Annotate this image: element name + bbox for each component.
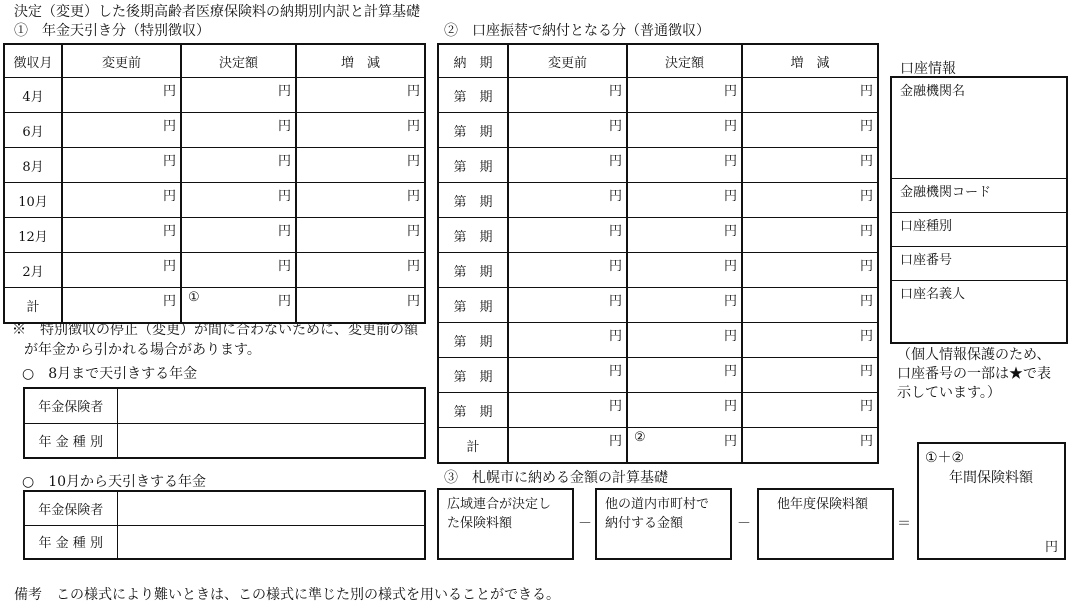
box1-line2: た保険料額	[447, 516, 513, 531]
total-decided-cell	[627, 428, 742, 464]
total-label: 計	[438, 428, 508, 464]
row-label: 12月	[4, 218, 62, 253]
bank-code-field: 金融機関コード	[891, 178, 1067, 212]
yen-cell: 円	[62, 253, 181, 288]
minus-sign-1: －	[578, 516, 592, 532]
total-label: 計	[4, 288, 62, 324]
yen-cell: 円	[508, 78, 627, 113]
pension-aug-table	[23, 387, 426, 459]
pension-oct-title: ○ 10月から天引きする年金	[22, 474, 207, 490]
row-label: 第 期	[438, 323, 508, 358]
pension-type-value	[117, 525, 425, 559]
annual-premium-box	[917, 442, 1066, 560]
yen-cell: 円	[627, 183, 742, 218]
result-yen: 円	[1044, 540, 1058, 555]
header-month: 徴収月	[4, 44, 62, 78]
wide-area-premium-box	[437, 488, 574, 560]
table-row	[438, 393, 878, 428]
yen-cell: 円	[742, 183, 878, 218]
yen-cell: 円	[181, 218, 296, 253]
yen-cell: 円	[742, 288, 878, 323]
circle-two-mark: ②	[634, 430, 646, 445]
note-line1: ※ 特別徴収の停止（変更）が間に合わないために、変更前の額	[12, 322, 418, 338]
box1-line1: 広域連合が決定し	[447, 497, 552, 512]
header-diff: 増 減	[742, 44, 878, 78]
yen-cell: 円	[296, 288, 425, 324]
yen-cell: 円	[508, 183, 627, 218]
yen-cell: 円	[627, 113, 742, 148]
yen-cell: 円	[627, 218, 742, 253]
yen-cell: 円	[296, 78, 425, 113]
pension-type-value	[117, 423, 425, 458]
yen-cell: 円	[62, 183, 181, 218]
yen-cell: 円	[508, 393, 627, 428]
yen-cell: 円	[181, 148, 296, 183]
pension-type-label: 年 金 種 別	[24, 525, 117, 559]
total-row	[438, 428, 878, 464]
table-row	[438, 358, 878, 393]
section2-title: ② 口座振替で納付となる分（普通徴収）	[444, 23, 710, 39]
yen-cell: 円	[508, 253, 627, 288]
yen-cell: 円	[742, 78, 878, 113]
header-decided: 決定額	[627, 44, 742, 78]
pension-insurer-value	[117, 388, 425, 423]
footer-note: 備考 この様式により難いときは、この様式に準じた別の様式を用いることができる。	[14, 587, 560, 603]
special-collection-table	[3, 43, 426, 324]
yen-cell: 円	[508, 428, 627, 464]
row-label: 第 期	[438, 183, 508, 218]
yen-cell: 円	[742, 148, 878, 183]
account-holder-field: 口座名義人	[891, 280, 1067, 343]
table-row	[4, 113, 425, 148]
table-row	[4, 78, 425, 113]
yen-cell: 円	[508, 288, 627, 323]
total-row	[4, 288, 425, 324]
yen-cell: 円	[742, 218, 878, 253]
result-formula: ①＋②	[925, 450, 965, 466]
yen-cell: 円	[296, 148, 425, 183]
other-municipality-box	[595, 488, 732, 560]
row-label: 第 期	[438, 288, 508, 323]
pension-type-label: 年 金 種 別	[24, 423, 117, 458]
table-row	[4, 148, 425, 183]
table-row	[438, 288, 878, 323]
table-header-row	[438, 44, 878, 78]
yen-cell: 円	[627, 78, 742, 113]
header-decided: 決定額	[181, 44, 296, 78]
table-row	[438, 253, 878, 288]
yen-cell: 円	[627, 253, 742, 288]
yen-cell: 円	[62, 148, 181, 183]
table-row	[438, 148, 878, 183]
yen-cell: 円	[742, 323, 878, 358]
yen-cell: 円	[62, 288, 181, 324]
yen-cell: 円	[627, 393, 742, 428]
row-label: 第 期	[438, 78, 508, 113]
row-label: 第 期	[438, 253, 508, 288]
yen-cell: 円	[181, 253, 296, 288]
table-header-row	[4, 44, 425, 78]
yen-cell: 円	[742, 358, 878, 393]
row-label: 8月	[4, 148, 62, 183]
row-label: 第 期	[438, 218, 508, 253]
account-title: 口座情報	[900, 61, 956, 77]
yen-cell: 円	[62, 113, 181, 148]
yen-cell: 円	[296, 113, 425, 148]
bank-name-field: 金融機関名	[891, 77, 1067, 178]
yen-cell: 円	[627, 323, 742, 358]
table-row	[4, 218, 425, 253]
yen-cell: 円	[508, 358, 627, 393]
yen-cell: 円	[742, 428, 878, 464]
yen-cell: 円	[508, 323, 627, 358]
row-label: 2月	[4, 253, 62, 288]
box3-line1: 他年度保険料額	[777, 497, 869, 512]
pension-aug-title: ○ 8月まで天引きする年金	[22, 366, 198, 382]
yen-cell: 円	[508, 148, 627, 183]
table-row	[438, 113, 878, 148]
yen-cell: 円	[62, 218, 181, 253]
yen-cell: 円	[508, 113, 627, 148]
yen-cell: 円	[296, 253, 425, 288]
section1-title: ① 年金天引き分（特別徴収）	[14, 23, 210, 39]
table-row	[4, 253, 425, 288]
box2-line1: 他の道内市町村で	[605, 497, 710, 512]
pension-oct-table	[23, 490, 426, 560]
box2-line2: 納付する金額	[605, 516, 684, 531]
row-label: 第 期	[438, 113, 508, 148]
equals-sign: ＝	[897, 516, 911, 532]
circle-one-mark: ①	[188, 290, 200, 305]
table-row	[438, 78, 878, 113]
account-number-field: 口座番号	[891, 246, 1067, 280]
yen-cell: 円	[742, 393, 878, 428]
account-note-line3: 示しています。）	[897, 385, 1001, 401]
account-table	[890, 76, 1068, 344]
header-diff: 増 減	[296, 44, 425, 78]
yen-cell: 円	[627, 148, 742, 183]
pension-insurer-label: 年金保険者	[24, 388, 117, 423]
yen-cell: 円	[62, 78, 181, 113]
row-label: 6月	[4, 113, 62, 148]
section3-title: ③ 札幌市に納める金額の計算基礎	[444, 470, 668, 486]
yen-cell: 円	[742, 253, 878, 288]
header-before: 変更前	[62, 44, 181, 78]
yen-unit: 円	[277, 294, 291, 309]
yen-cell: 円	[181, 183, 296, 218]
yen-cell: 円	[508, 218, 627, 253]
row-label: 10月	[4, 183, 62, 218]
total-decided-cell	[181, 288, 296, 324]
pension-insurer-value	[117, 491, 425, 525]
account-type-field: 口座種別	[891, 212, 1067, 246]
pension-insurer-label: 年金保険者	[24, 491, 117, 525]
row-label: 第 期	[438, 148, 508, 183]
yen-cell: 円	[181, 78, 296, 113]
table-row	[438, 218, 878, 253]
note-line2: が年金から引かれる場合があります。	[24, 342, 261, 358]
normal-collection-table	[437, 43, 879, 464]
yen-cell: 円	[296, 183, 425, 218]
table-row	[438, 183, 878, 218]
header-period: 納 期	[438, 44, 508, 78]
result-label: 年間保険料額	[949, 470, 1033, 486]
yen-cell: 円	[742, 113, 878, 148]
other-year-premium-box	[757, 488, 894, 560]
row-label: 第 期	[438, 393, 508, 428]
row-label: 第 期	[438, 358, 508, 393]
page-title: 決定（変更）した後期高齢者医療保険料の納期別内訳と計算基礎	[14, 4, 420, 20]
account-note-line2: 口座番号の一部は★で表	[897, 366, 1051, 382]
minus-sign-2: －	[737, 516, 751, 532]
yen-cell: 円	[627, 358, 742, 393]
yen-cell: 円	[181, 113, 296, 148]
account-note-line1: （個人情報保護のため、	[897, 347, 1051, 363]
table-row	[4, 183, 425, 218]
header-before: 変更前	[508, 44, 627, 78]
table-row	[438, 323, 878, 358]
row-label: 4月	[4, 78, 62, 113]
yen-cell: 円	[296, 218, 425, 253]
yen-unit: 円	[723, 434, 737, 449]
yen-cell: 円	[627, 288, 742, 323]
